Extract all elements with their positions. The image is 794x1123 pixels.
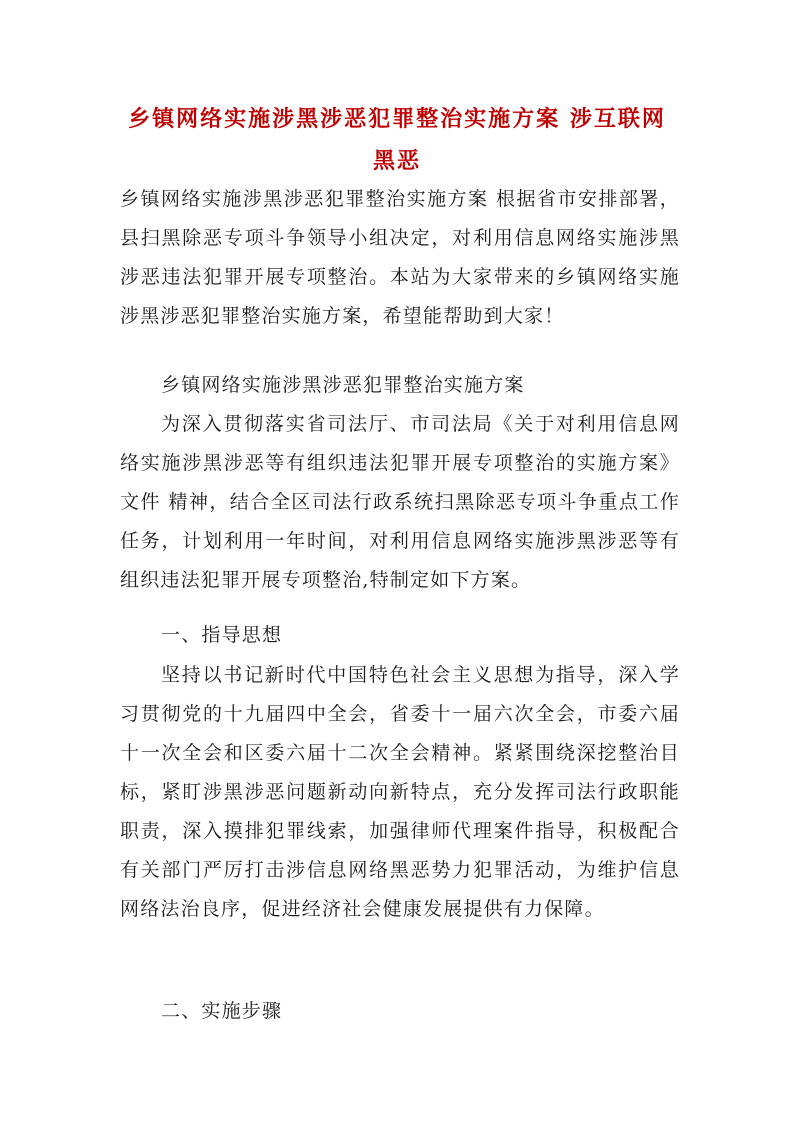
document-title-line-1: 乡镇网络实施涉黑涉恶犯罪整治实施方案 涉互联网 [128, 106, 666, 132]
document-title-line-2: 黑恶 [372, 148, 421, 174]
paragraph-purpose: 为深入贯彻落实省司法厅、市司法局《关于对利用信息网络实施涉黑涉恶等有组织违法犯罪开展专项整治的实施方案》文件 精神，结合全区司法行政系统扫黑除恶专项斗争重点工作任务，计划利用一年时间，对利用信息网络实施涉黑涉恶等有组织违法犯罪开展专项整治,特制定如下方案。 [120, 413, 680, 591]
section-heading-implementation-steps: 二、实施步骤 [161, 1000, 283, 1022]
section-heading-guiding-ideology: 一、指导思想 [161, 624, 283, 646]
paragraph-guiding-ideology: 坚持以书记新时代中国特色社会主义思想为指导，深入学习贯彻党的十九届四中全会，省委十一届六次全会，市委六届十一次全会和区委六届十二次全会精神。紧紧围绕深挖整治目标，紧盯涉黑涉恶问题新动向新特点，充分发挥司法行政职能职责，深入摸排犯罪线索，加强律师代理案件指导，积极配合有关部门严厉打击涉信息网络黑恶势力犯罪活动，为维护信息网络法治良序，促进经济社会健康发展提供有力保障。 [120, 664, 680, 920]
subtitle-line: 乡镇网络实施涉黑涉恶犯罪整治实施方案 [161, 374, 525, 396]
intro-paragraph: 乡镇网络实施涉黑涉恶犯罪整治实施方案 根据省市安排部署，县扫黑除恶专项斗争领导小组决定，对利用信息网络实施涉黑涉恶违法犯罪开展专项整治。本站为大家带来的乡镇网络实施涉黑涉恶犯罪整治实施方案，希望能帮助到大家！ [120, 188, 680, 327]
